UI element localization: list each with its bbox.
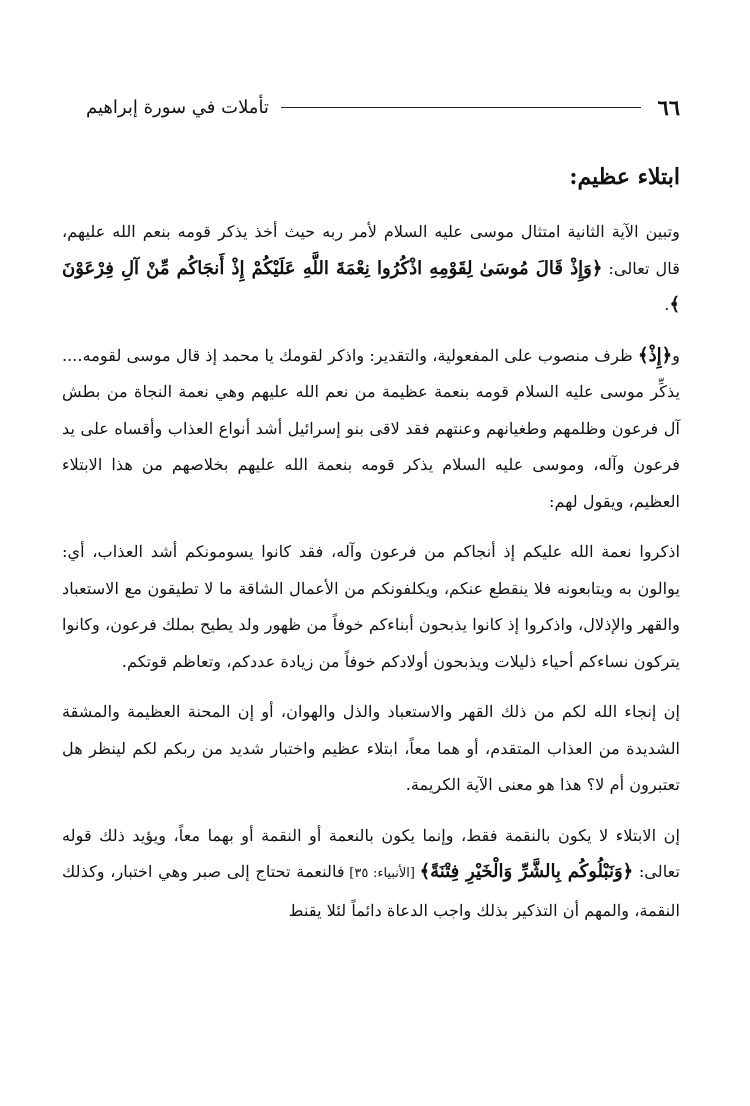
quran-word: ﴿إِذْ﴾ <box>638 344 673 366</box>
paragraph-2 <box>62 338 680 521</box>
section-heading: ابتلاء عظيم: <box>569 164 680 190</box>
paragraph-text: . <box>664 295 670 314</box>
running-header <box>86 92 680 122</box>
page-number: ٦٦ <box>657 94 680 120</box>
paragraph-1 <box>62 214 680 324</box>
paragraph-text: ظرف منصوب على المفعولية، والتقدير: واذكر لقومك يا محمد إذ قال موسى لقومه.... يذكِّر موسى عليه السلام قومه بنعمة عظيمة من نعم الله عليهم وهي نعمة النجاة من بطش آل فرعون وظلمهم وطغيانهم وعنتهم فقد لاقى بنو إسرائيل أشد أنواع العذاب وأقساه على يد فرعون وآله، وموسى عليه السلام يذكر قومه بنعمة الله عليهم بخلاصهم من هذا الابتلاء العظيم، ويقول لهم: <box>62 345 680 511</box>
verse-reference: [الأنبياء: ٣٥] <box>344 866 420 881</box>
book-title: تأملات في سورة إبراهيم <box>86 96 269 118</box>
quran-verse: ﴿وَنَبْلُوكُم بِالشَّرِّ وَالْخَيْرِ فِتْنَةً﴾ <box>419 861 634 882</box>
paragraph-5 <box>62 818 680 930</box>
paragraph-text: فالنعمة تحتاج إلى صبر وهي اختبار، وكذلك النقمة، والمهم أن التذكير بذلك واجب الدعاة دائماً لئلا يقنط <box>62 862 680 920</box>
paragraph-text: و <box>672 345 680 365</box>
paragraph-text: وتبين الآية الثانية امتثال موسى عليه السلام لأمر ربه حيث أخذ يذكر قومه بنعم الله عليهم، قال تعالى: <box>62 222 680 278</box>
quran-verse: ﴿وَإِذْ قَالَ مُوسَىٰ لِقَوْمِهِ اذْكُرُوا نِعْمَةَ اللَّهِ عَلَيْكُمْ إِذْ أَنجَاكُم مِّنْ آلِ فِرْعَوْنَ ﴾ <box>62 257 680 315</box>
paragraph-text: إن الابتلاء لا يكون بالنقمة فقط، وإنما يكون بالنعمة أو النقمة أو بهما معاً، ويؤيد ذلك قوله تعالى: <box>62 825 680 881</box>
page-body <box>62 150 680 929</box>
paragraph-4: إن إنجاء الله لكم من ذلك القهر والاستعباد والذل والهوان، أو إن المحنة العظيمة والمشقة الشديدة من العذاب المتقدم، أو هما معاً، ابتلاء عظيم واختبار شديد من ربكم لكم لينظر هل تعتبرون أم لا؟ هذا هو معنى الآية الكريمة. <box>62 702 680 794</box>
paragraph-3: اذكروا نعمة الله عليكم إذ أنجاكم من فرعون وآله، فقد كانوا يسومونكم أشد العذاب، أي: يوالون به ويتابعونه فلا ينقطع عنكم، ويكلفونكم من الأعمال الشاقة ما لا تطيقون مع الاستعباد والقهر والإذلال، واذكروا إذ كانوا يذبحون أبناءكم خوفاً من ظهور ولد يطيح بملك فرعون، وكانوا يتركون نساءكم أحياء ذليلات ويذبحون أولادكم خوفاً من زيادة عددكم، وتعاظم قوتكم. <box>62 542 680 671</box>
header-rule <box>281 107 641 108</box>
